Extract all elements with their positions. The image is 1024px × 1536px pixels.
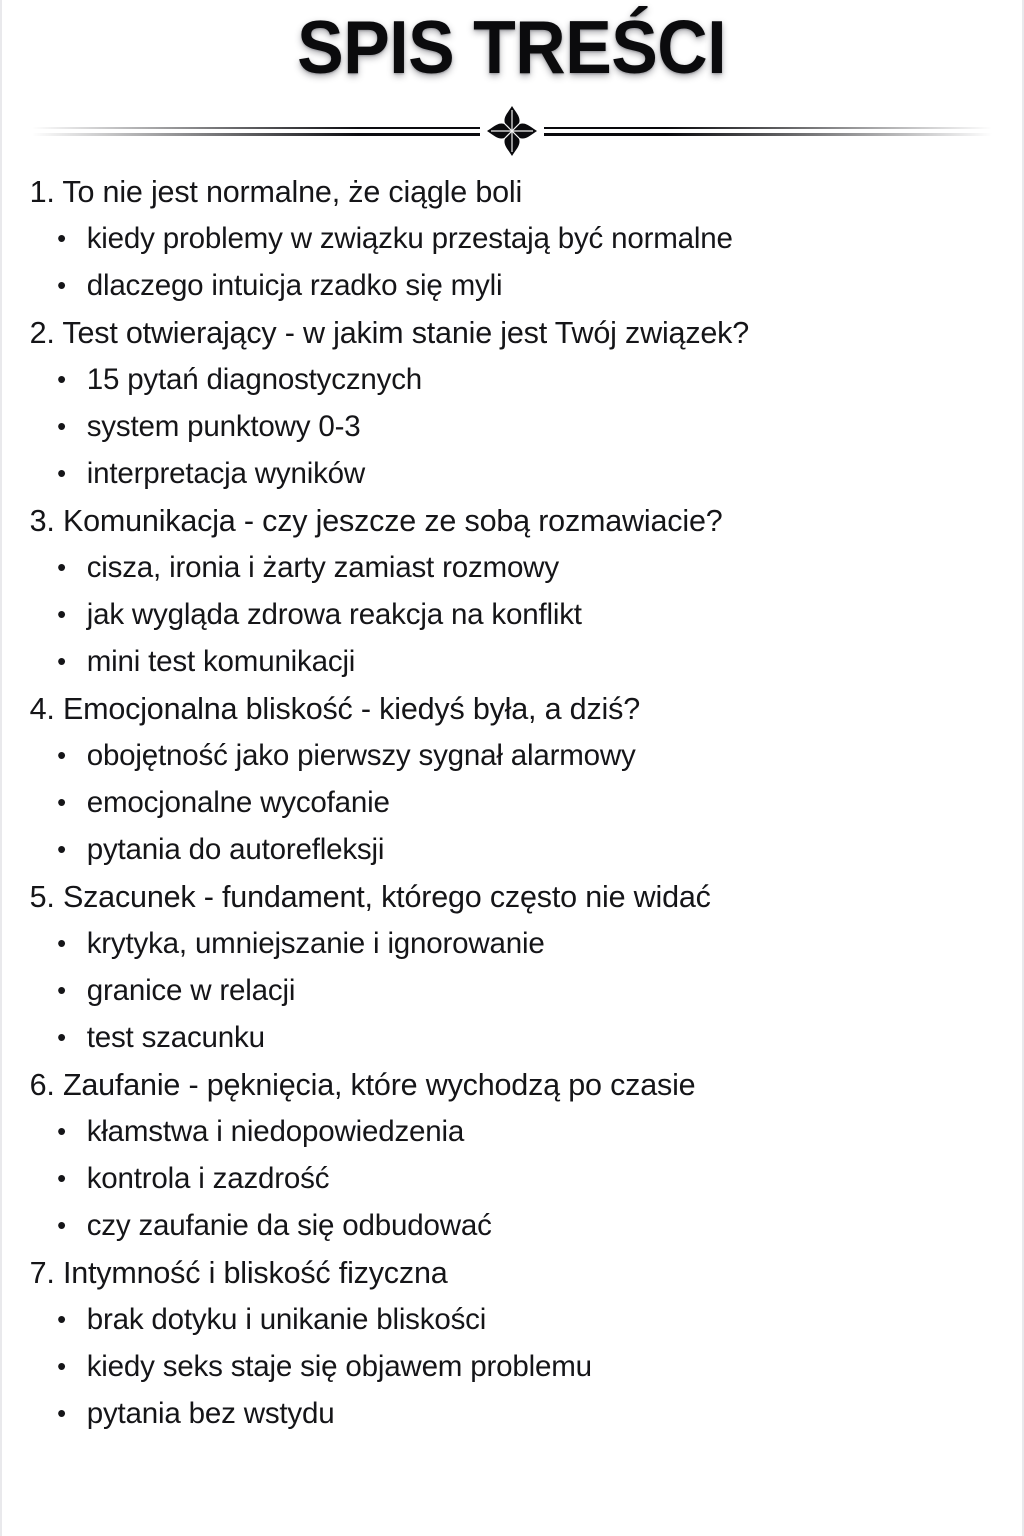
toc-subitem-label: mini test komunikacji: [86, 645, 356, 678]
title-container: [2, 0, 1022, 92]
toc-subitem-list: [2, 215, 1022, 309]
bullet-icon: •: [57, 1210, 66, 1240]
page-title: SPIS TREŚCI: [297, 5, 727, 89]
quatrefoil-ornament-icon: [485, 104, 539, 158]
bullet-icon: •: [57, 1351, 66, 1381]
bullet-icon: •: [57, 1022, 66, 1052]
bullet-icon: •: [57, 1116, 66, 1146]
bullet-icon: •: [57, 646, 66, 676]
toc-subitem-label: kiedy problemy w związku przestają być normalne: [86, 222, 733, 255]
toc-subitem-label: kiedy seks staje się objawem problemu: [86, 1350, 592, 1383]
toc-subitem[interactable]: [2, 1014, 1007, 1061]
toc-section-heading[interactable]: 4. Emocjonalna bliskość - kiedyś była, a dziś?: [29, 691, 640, 726]
toc-subitem-label: pytania do autorefleksji: [86, 833, 385, 866]
toc-subitem[interactable]: [2, 638, 1007, 685]
toc-subitem-label: kłamstwa i niedopowiedzenia: [86, 1115, 465, 1148]
bullet-icon: •: [57, 928, 66, 958]
toc-section-heading[interactable]: 1. To nie jest normalne, że ciągle boli: [29, 174, 523, 209]
toc-subitem[interactable]: [2, 591, 1007, 638]
toc-subitem-label: cisza, ironia i żarty zamiast rozmowy: [86, 551, 559, 584]
toc-subitem[interactable]: [2, 450, 1007, 497]
bullet-icon: •: [57, 740, 66, 770]
toc-subitem[interactable]: [2, 1155, 1007, 1202]
toc-section-heading[interactable]: 2. Test otwierający - w jakim stanie jest Twój związek?: [29, 315, 750, 350]
toc-subitem-label: kontrola i zazdrość: [86, 1162, 330, 1195]
toc-subitem-label: krytyka, umniejszanie i ignorowanie: [86, 927, 545, 960]
toc-subitem[interactable]: [2, 779, 1007, 826]
toc-subitem[interactable]: [2, 920, 1007, 967]
toc-subitem[interactable]: [2, 262, 1007, 309]
bullet-icon: •: [57, 1304, 66, 1334]
toc-subitem-list: [2, 920, 1022, 1061]
table-of-contents: [2, 168, 1022, 1437]
bullet-icon: •: [57, 270, 66, 300]
toc-subitem[interactable]: [2, 544, 1007, 591]
toc-subitem-label: brak dotyku i unikanie bliskości: [86, 1303, 487, 1336]
toc-section: [2, 685, 1022, 873]
toc-section: [2, 873, 1022, 1061]
bullet-icon: •: [57, 975, 66, 1005]
toc-section: [2, 168, 1022, 309]
toc-subitem-label: obojętność jako pierwszy sygnał alarmowy: [86, 739, 636, 772]
toc-section-heading[interactable]: 6. Zaufanie - pęknięcia, które wychodzą po czasie: [29, 1067, 696, 1102]
toc-section-heading[interactable]: 7. Intymność i bliskość fizyczna: [29, 1255, 448, 1290]
toc-section-heading[interactable]: 5. Szacunek - fundament, którego często nie widać: [29, 879, 711, 914]
bullet-icon: •: [57, 787, 66, 817]
toc-section: [2, 1061, 1022, 1249]
toc-subitem[interactable]: [2, 403, 1007, 450]
toc-subitem-label: dlaczego intuicja rzadko się myli: [86, 269, 503, 302]
toc-subitem-label: emocjonalne wycofanie: [86, 786, 390, 819]
toc-section: [2, 309, 1022, 497]
toc-subitem-list: [2, 1108, 1022, 1249]
toc-subitem[interactable]: [2, 1202, 1007, 1249]
toc-subitem[interactable]: [2, 1108, 1007, 1155]
toc-subitem[interactable]: [2, 732, 1007, 779]
toc-subitem[interactable]: [2, 356, 1007, 403]
toc-subitem-list: [2, 356, 1022, 497]
toc-section: [2, 497, 1022, 685]
toc-subitem-list: [2, 544, 1022, 685]
toc-subitem-list: [2, 1296, 1022, 1437]
toc-subitem-label: test szacunku: [86, 1021, 265, 1054]
bullet-icon: •: [57, 1398, 66, 1428]
toc-subitem-label: system punktowy 0-3: [86, 410, 361, 443]
toc-subitem-list: [2, 732, 1022, 873]
toc-subitem-label: 15 pytań diagnostycznych: [86, 363, 423, 396]
toc-subitem[interactable]: [2, 967, 1007, 1014]
toc-subitem[interactable]: [2, 1343, 1007, 1390]
toc-section-heading[interactable]: 3. Komunikacja - czy jeszcze ze sobą rozmawiacie?: [29, 503, 723, 538]
toc-subitem-label: jak wygląda zdrowa reakcja na konflikt: [86, 598, 582, 631]
toc-subitem[interactable]: [2, 1296, 1007, 1343]
toc-subitem-label: pytania bez wstydu: [86, 1397, 335, 1430]
bullet-icon: •: [57, 834, 66, 864]
bullet-icon: •: [57, 364, 66, 394]
bullet-icon: •: [57, 223, 66, 253]
bullet-icon: •: [57, 599, 66, 629]
toc-subitem[interactable]: [2, 826, 1007, 873]
toc-section: [2, 1249, 1022, 1437]
bullet-icon: •: [57, 458, 66, 488]
ornamental-divider: [32, 106, 992, 156]
toc-subitem[interactable]: [2, 215, 1007, 262]
toc-subitem-label: interpretacja wyników: [86, 457, 366, 490]
bullet-icon: •: [57, 552, 66, 582]
toc-subitem-label: granice w relacji: [86, 974, 296, 1007]
bullet-icon: •: [57, 1163, 66, 1193]
toc-subitem[interactable]: [2, 1390, 1007, 1437]
toc-subitem-label: czy zaufanie da się odbudować: [86, 1209, 492, 1242]
bullet-icon: •: [57, 411, 66, 441]
